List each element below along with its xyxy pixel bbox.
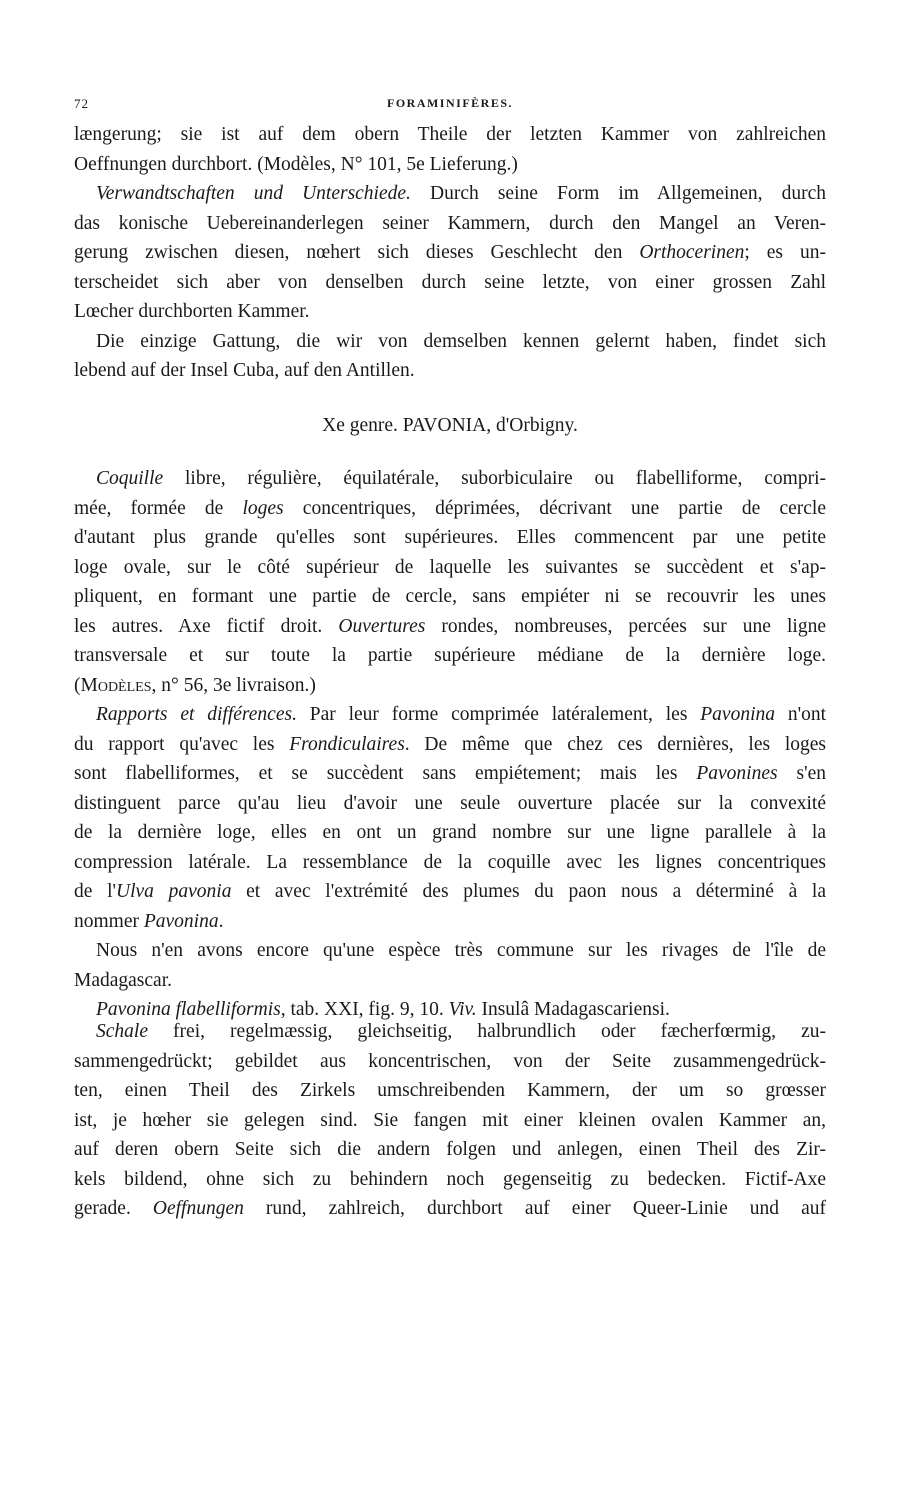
german-section-2 [74,1017,826,1224]
text-line: gerade. Oeffnungen rund, zahlreich, durchbort auf einer Queer-Linie und auf [74,1198,826,1219]
text-line: transversale et sur toute la partie supérieure médiane de la dernière loge. [74,645,826,666]
text-line: ist, je hœher sie gelegen sind. Sie fangen mit einer kleinen ovalen Kammer an, [74,1109,826,1131]
text-line: de l'Ulva pavonia et avec l'extrémité des plumes du paon nous a déterminé à la [74,881,826,902]
text-line: Rapports et différences. Par leur forme comprimée latéralement, les Pavonina n'ont [96,704,826,725]
text-line: (Modèles, n° 56, 3e livraison.) [74,674,316,696]
text-line: kels bildend, ohne sich zu behindern noch gegenseitig zu bedecken. Fictif-Axe [74,1168,826,1190]
text-line: du rapport qu'avec les Frondiculaires. De même que chez ces dernières, les loges [74,733,827,755]
text-line: Lœcher durchborten Kammer. [74,301,310,322]
text-line: sont flabelliformes, et se succèdent sans empiétement; mais les Pavonines s'en [74,763,826,784]
text-line: auf deren obern Seite sich die andern folgen und anlegen, einen Theil des Zir- [74,1139,826,1160]
text-line: de la dernière loge, elles en ont un grand nombre sur une ligne parallele à la [74,822,826,843]
text-line: terscheidet sich aber von denselben durch seine letzte, von einer grossen Zahl [74,271,826,293]
text-line: Verwandtschaften und Unterschiede. Durch seine Form im Allgemeinen, durch [96,183,826,204]
text-line: længerung; sie ist auf dem obern Theile der letzten Kammer von zahlreichen [74,124,826,145]
text-line: nommer Pavonina. [74,910,224,932]
text-line: distinguent parce qu'au lieu d'avoir une seule ouverture placée sur la convexité [74,792,826,814]
text-line: Schale frei, regelmæssig, gleichseitig, halbrundlich oder fæcherfœrmig, zu- [96,1021,826,1042]
text-line: Die einzige Gattung, die wir von demselben kennen gelernt haben, findet sich [96,330,826,352]
french-section [74,464,826,1025]
text-line: Madagascar. [74,969,172,991]
text-line: Nous n'en avons encore qu'une espèce très commune sur les rivages de l'île de [96,940,826,961]
text-line: compression latérale. La ressemblance de la coquille avec les lignes concentriques [74,851,826,873]
text-line: lebend auf der Insel Cuba, auf den Antillen. [74,360,415,381]
text-line: das konische Uebereinanderlegen seiner Kammern, durch den Mangel an Veren- [74,212,826,234]
text-line: les autres. Axe fictif droit. Ouvertures rondes, nombreuses, percées sur une ligne [74,615,826,637]
genus-heading: Xe genre. PAVONIA, d'Orbigny. [322,415,578,436]
text-line: sammengedrückt; gebildet aus koncentrischen, von der Seite zusammengedrück- [74,1050,826,1072]
page-number: 72 [74,96,89,111]
text-line: Coquille libre, régulière, équilatérale, suborbiculaire ou flabelliforme, compri- [96,468,826,489]
text-line: ten, einen Theil des Zirkels umschreibenden Kammern, der um so grœsser [74,1080,826,1101]
german-section-1 [74,120,826,386]
text-line: loge ovale, sur le côté supérieur de laquelle les suivantes se succèdent et s'ap- [74,556,826,578]
text-line: Oeffnungen durchbort. (Modèles, N° 101, 5e Lieferung.) [74,153,518,175]
text-line: pliquent, en formant une partie de cercle, sans empiéter ni se recouvrir les unes [74,586,826,607]
text-line: d'autant plus grande qu'elles sont supérieures. Elles commencent par une petite [74,527,826,548]
species-line: Pavonina flabelliformis, tab. XXI, fig. 9, 10. Viv. Insulâ Madagascariensi. [96,999,670,1020]
text-line: gerung zwischen diesen, nœhert sich dieses Geschlecht den Orthocerinen; es un- [74,242,827,263]
page-header [74,96,826,116]
running-title: FORAMINIFÈRES. [386,96,513,110]
text-line: mée, formée de loges concentriques, déprimées, décrivant une partie de cercle [74,497,826,519]
